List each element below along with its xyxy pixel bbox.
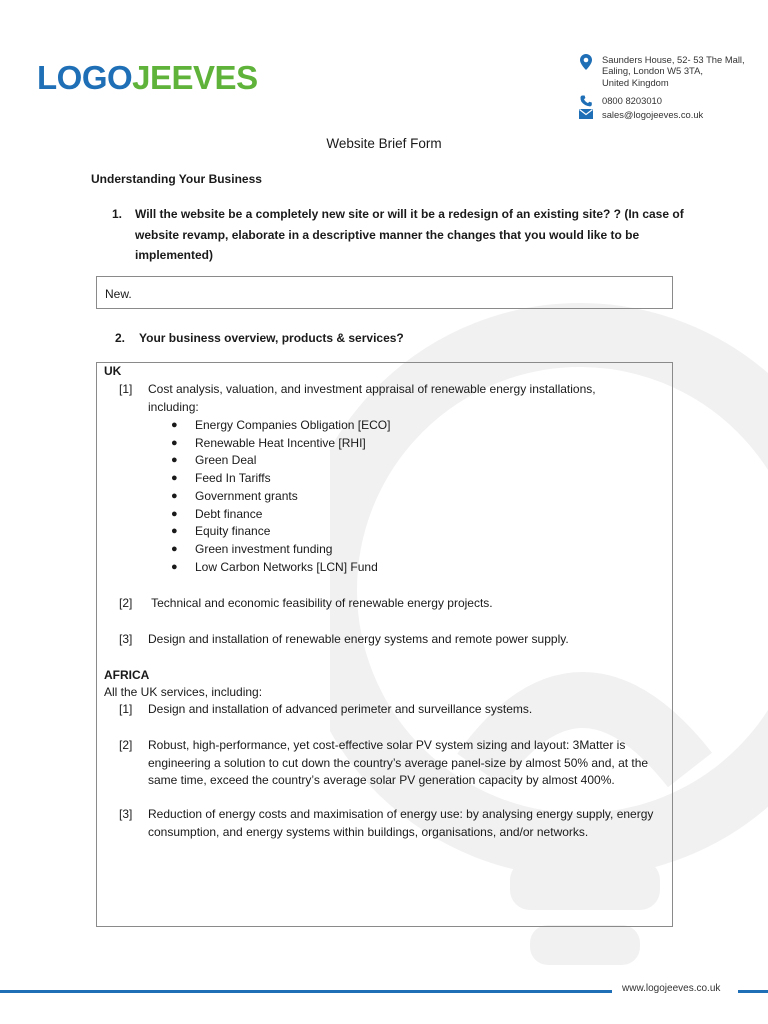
list-item: ● Government grants (171, 488, 390, 506)
contact-info (578, 54, 758, 128)
list-item: ● Debt finance (171, 506, 390, 524)
footer-website-link[interactable]: www.logojeeves.co.uk (622, 983, 721, 994)
logo-text-jeeves: JEEVES (132, 59, 258, 96)
uk-item-1-text: Cost analysis, valuation, and investment appraisal of renewable energy installations, including: (148, 382, 596, 414)
bullet-icon: ● (171, 419, 178, 431)
africa-item-3-number: [3] (119, 807, 133, 821)
bullet-icon: ● (171, 560, 178, 573)
phone-number: 0800 8203010 (602, 95, 662, 107)
africa-item-3 (119, 806, 664, 841)
uk-item-2-number: [2] (119, 596, 133, 610)
africa-item-1 (119, 701, 664, 719)
answer-1-text: New. (105, 287, 132, 301)
list-item: ● Low Carbon Networks [LCN] Fund (171, 559, 390, 577)
question-2-text: Your business overview, products & services? (139, 331, 404, 345)
question-1-text: Will the website be a completely new site or will it be a redesign of an existing site? ? (In case of website revamp, elaborate in a descriptive manner the changes that you would like to be implemented) (135, 207, 684, 262)
contact-email (578, 109, 758, 120)
africa-intro: All the UK services, including: (104, 685, 263, 699)
logo-text-logo: LOGO (37, 59, 133, 96)
form-title: Website Brief Form (326, 136, 442, 151)
contact-phone (578, 95, 758, 107)
section-heading: Understanding Your Business (91, 172, 262, 186)
list-item: ● Energy Companies Obligation [ECO] (171, 417, 390, 435)
list-item: ● Renewable Heat Incentive [RHI] (171, 435, 390, 453)
bullet-icon: ● (171, 507, 178, 520)
question-2 (115, 331, 404, 345)
list-item: ● Feed In Tariffs (171, 470, 390, 488)
africa-item-3-text: Reduction of energy costs and maximisation of energy use: by analysing energy supply, energy consumption, and energy systems within buildings, organisations, and/or networks. (148, 807, 654, 839)
bullet-icon: ● (171, 454, 178, 467)
question-1-number: 1. (112, 207, 123, 221)
africa-item-2 (119, 737, 664, 790)
bullet-icon: ● (171, 436, 178, 449)
logo (37, 58, 258, 106)
uk-item-3-text: Design and installation of renewable energy systems and remote power supply. (148, 632, 569, 646)
email-address[interactable]: sales@logojeeves.co.uk (602, 109, 704, 121)
list-item: ● Green Deal (171, 452, 390, 470)
region-label-africa: AFRICA (104, 668, 150, 682)
contact-address (578, 54, 758, 88)
bullet-icon: ● (171, 542, 178, 555)
bullet-icon: ● (171, 525, 178, 538)
africa-item-1-number: [1] (119, 702, 133, 716)
uk-item-3-number: [3] (119, 632, 133, 646)
question-1 (112, 204, 697, 266)
africa-item-1-text: Design and installation of advanced perimeter and surveillance systems. (148, 702, 533, 716)
answer-box-2[interactable] (96, 362, 673, 927)
list-item: ● Equity finance (171, 523, 390, 541)
phone-icon (580, 95, 593, 107)
location-pin-icon (580, 54, 592, 70)
uk-item-2 (119, 595, 664, 613)
footer-rule-left (0, 990, 612, 993)
answer-box-1[interactable] (96, 276, 673, 309)
bullet-icon: ● (171, 472, 178, 485)
list-item: ● Green investment funding (171, 541, 390, 559)
envelope-icon (579, 109, 593, 119)
africa-item-2-number: [2] (119, 738, 133, 752)
question-2-number: 2. (115, 331, 126, 345)
uk-item-2-text: Technical and economic feasibility of renewable energy projects. (148, 596, 493, 610)
address-line-3: United Kingdom (602, 76, 669, 88)
address-line-1: Saunders House, 52- 53 The Mall, (602, 54, 745, 65)
bullet-icon: ● (171, 489, 178, 502)
uk-item-1 (119, 381, 664, 416)
africa-item-2-text: Robust, high-performance, yet cost-effective solar PV system sizing and layout: 3Matter is engineering a solution to cut down the country’s average panel-size by almost 50% and, at the same time, exceed the country’s average solar PV generation capacity by almost 400%. (148, 738, 649, 788)
region-label-uk: UK (104, 364, 122, 378)
address-line-2: Ealing, London W5 3TA, (602, 65, 703, 77)
uk-item-1-number: [1] (119, 382, 133, 396)
uk-funding-list (171, 417, 390, 576)
footer-rule-right (738, 990, 768, 993)
uk-item-3 (119, 631, 664, 649)
